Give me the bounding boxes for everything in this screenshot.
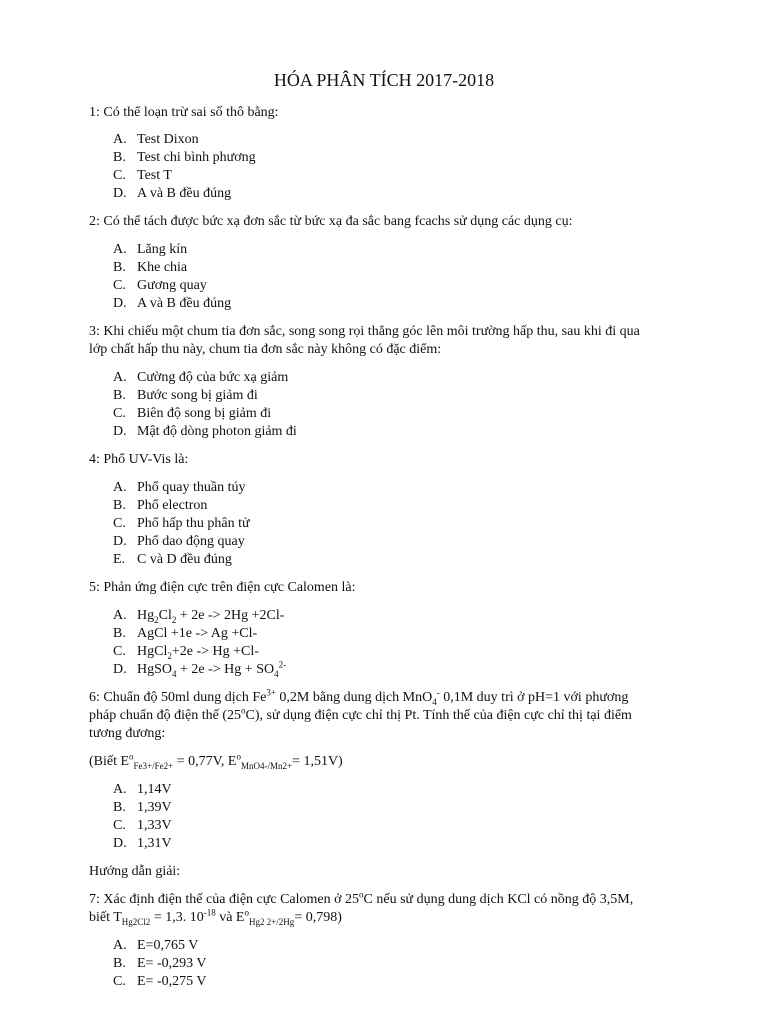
question-2: 2: Có thể tách được bức xạ đơn sắc từ bức xạ đa sắc bang fcachs sử dụng các dụng cụ:: [89, 214, 573, 229]
q5-option-a: A. $Hg_2Cl_2 + 2e -> 2Hg +2Cl-$: [113, 608, 285, 625]
q7-option-a: A. E=0,765 V: [113, 938, 199, 953]
question-6-line-3: tương đương:: [89, 726, 166, 741]
q2-option-b: B. Khe chia: [113, 260, 188, 275]
q4-option-e: E. C và D đều đúng: [113, 552, 232, 567]
q6-option-b: B. 1,39V: [113, 800, 172, 815]
question-3-line-1: 3: Khi chiếu một chum tia đơn sắc, song song rọi thẳng góc lên môi trường hấp thu, sau khi đi qua: [89, 324, 640, 339]
q5-option-b: B. AgCl +1e -> Ag +Cl-: [113, 626, 258, 641]
q6-option-d: D. 1,31V: [113, 836, 172, 851]
question-6-line-2: pháp chuẩn độ điện thế (25$^o$C), sử dụng điện cực chỉ thị Pt. Tính thế của điện cực chỉ thị tại điểm: [89, 705, 632, 723]
q2-option-a: A. Lăng kín: [113, 242, 188, 257]
q6-option-c: C. 1,33V: [113, 818, 172, 833]
q7-option-b: B. E= -0,293 V: [113, 956, 207, 971]
q1-option-c: C. Test T: [113, 168, 172, 183]
q4-option-c: C. Phổ hấp thu phân tử: [113, 516, 250, 531]
question-6-known-values: (Biết $E^o_{Fe3+/Fe2+} = 0,77V$, $E^o_{MnO4-/Mn2+}= 1,51V$): [89, 751, 343, 771]
question-7-line-1: 7: Xác định điện thế của điện cực Calomen ở 25$^o$C nếu sử dụng dung dịch KCl có nồng độ 3,5M,: [89, 889, 634, 907]
question-1: 1: Có thể loạn trừ sai số thô bằng:: [89, 105, 279, 120]
q1-option-b: B. Test chi bình phương: [113, 150, 256, 165]
q5-option-c: C. HgCl$_2$+2e -> Hg +Cl-: [113, 644, 259, 661]
q3-option-c: C. Biên độ song bị giảm đi: [113, 406, 272, 421]
page-title: HÓA PHÂN TÍCH 2017-2018: [273, 70, 495, 90]
q3-option-a: A. Cường độ của bức xạ giảm: [113, 370, 289, 385]
question-7-line-2: biết $T_{Hg2Cl2} = 1,3$. $10^{-18}$ và $E^o_{Hg2 2+/2Hg}= 0,798$): [89, 907, 342, 927]
q5-option-d: D. HgSO$_4$ + $2e -> Hg + SO_4^{2-}$: [113, 659, 287, 679]
q1-option-a: A. Test Dixon: [113, 132, 199, 147]
q2-option-c: C. Gương quay: [113, 278, 207, 293]
guide-label: Hướng dẫn giải:: [89, 864, 181, 879]
question-3-line-2: lớp chất hấp thu này, chum tia đơn sắc này không có đặc điểm:: [89, 342, 442, 357]
q2-option-d: D. A và B đều đúng: [113, 296, 232, 311]
q4-option-d: D. Phổ dao động quay: [113, 534, 245, 549]
question-5: 5: Phản ứng điện cực trên điện cực Calomen là:: [89, 580, 356, 595]
q4-option-a: A. Phổ quay thuần túy: [113, 480, 246, 495]
q4-option-b: B. Phổ electron: [113, 498, 208, 513]
q1-option-d: D. A và B đều đúng: [113, 186, 232, 201]
q7-option-c: C. E= -0,275 V: [113, 974, 207, 989]
question-4: 4: Phổ UV-Vis là:: [89, 452, 189, 467]
question-6-line-1: 6: Chuẩn độ 50ml dung dịch $Fe^{3+}$ 0,2M bằng dung dịch MnO$_4$- 0,1M duy trì ở pH=1 với phương: [89, 687, 629, 707]
q3-option-b: B. Bước song bị giảm đi: [113, 388, 258, 403]
q3-option-d: D. Mật độ dòng photon giảm đi: [113, 424, 297, 439]
q6-option-a: A. 1,14V: [113, 782, 172, 797]
